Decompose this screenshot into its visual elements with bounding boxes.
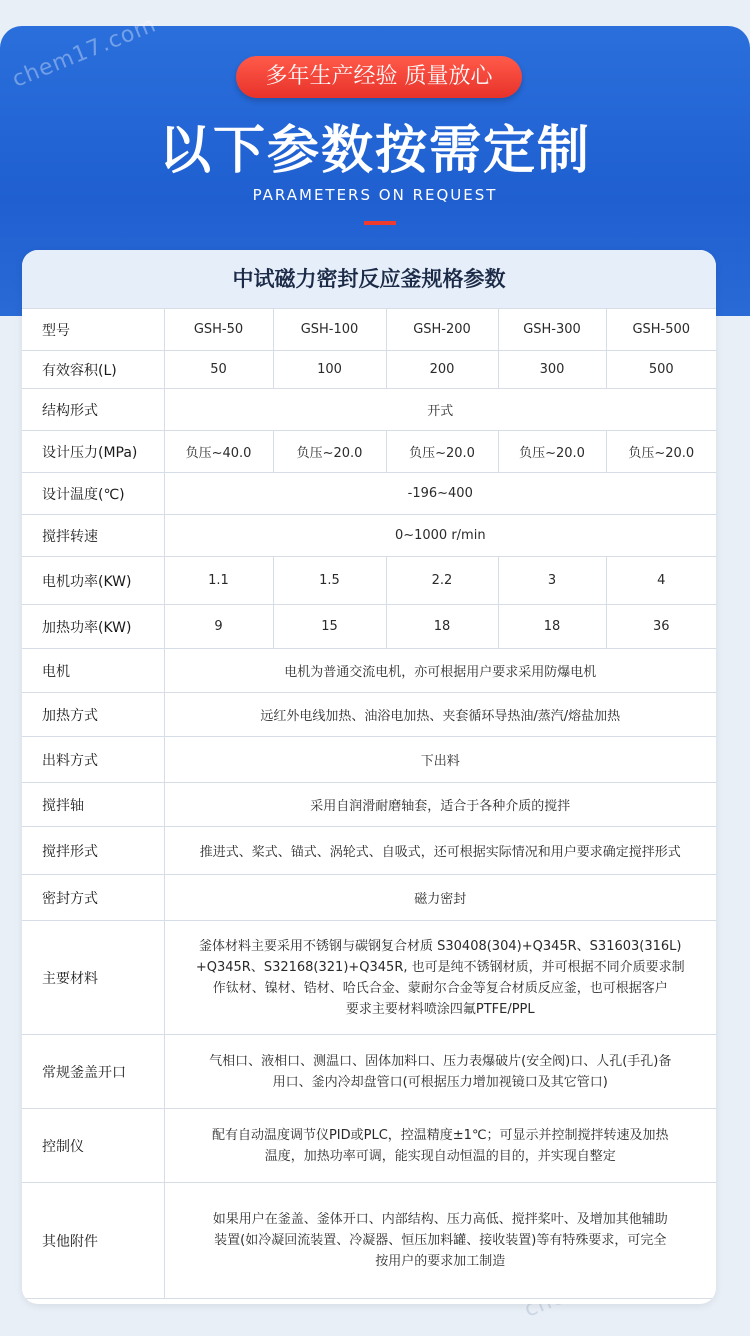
table-cell: 下出料	[164, 737, 716, 783]
table-cell	[164, 1109, 716, 1183]
table-cell: 负压~20.0	[606, 431, 716, 473]
table-row	[22, 783, 716, 827]
table-cell: 100	[273, 351, 386, 389]
table-cell: GSH-300	[498, 309, 606, 351]
table-row	[22, 649, 716, 693]
table-cell: 500	[606, 351, 716, 389]
row-label: 出料方式	[22, 737, 164, 783]
table-row	[22, 693, 716, 737]
row-label: 其他附件	[22, 1183, 164, 1299]
table-cell: 0~1000 r/min	[164, 515, 716, 557]
table-row	[22, 1183, 716, 1299]
cell-line: 气相口、液相口、测温口、固体加料口、压力表爆破片(安全阀)口、人孔(手孔)备	[209, 1053, 672, 1069]
table-cell: 推进式、桨式、锚式、涡轮式、自吸式，还可根据实际情况和用户要求确定搅拌形式	[164, 827, 716, 875]
cell-line: 配有自动温度调节仪PID或PLC，控温精度±1℃；可显示并控制搅拌转速及加热	[211, 1127, 669, 1143]
table-cell	[164, 921, 716, 1035]
table-cell: 磁力密封	[164, 875, 716, 921]
table-row	[22, 921, 716, 1035]
row-label: 设计压力(MPa)	[22, 431, 164, 473]
page-subtitle: PARAMETERS ON REQUEST	[252, 186, 498, 204]
cell-line: 釜体材料主要采用不锈钢与碳钢复合材质 S30408(304)+Q345R、S31603(316L)	[199, 938, 682, 954]
spec-table	[22, 308, 716, 1299]
table-row	[22, 605, 716, 649]
row-label: 密封方式	[22, 875, 164, 921]
table-cell: GSH-100	[273, 309, 386, 351]
table-row	[22, 1035, 716, 1109]
table-cell: GSH-200	[386, 309, 498, 351]
table-row	[22, 473, 716, 515]
table-cell: 9	[164, 605, 273, 649]
table-row	[22, 431, 716, 473]
row-label: 电机	[22, 649, 164, 693]
row-label: 加热方式	[22, 693, 164, 737]
table-cell: GSH-50	[164, 309, 273, 351]
table-cell	[164, 1183, 716, 1299]
cell-line: 用口、釜内冷却盘管口(可根据压力增加视镜口及其它管口)	[272, 1074, 608, 1090]
table-row	[22, 389, 716, 431]
cell-line: 作钛材、镍材、锆材、哈氏合金、蒙耐尔合金等复合材质反应釜，也可根据客户	[212, 980, 668, 996]
table-cell: GSH-500	[606, 309, 716, 351]
table-cell: 300	[498, 351, 606, 389]
table-cell: 负压~20.0	[386, 431, 498, 473]
row-label: 加热功率(KW)	[22, 605, 164, 649]
quality-badge: 多年生产经验 质量放心	[236, 56, 522, 98]
row-label: 控制仪	[22, 1109, 164, 1183]
spec-card	[22, 250, 716, 1304]
row-label: 结构形式	[22, 389, 164, 431]
table-cell: 电机为普通交流电机，亦可根据用户要求采用防爆电机	[164, 649, 716, 693]
cell-line: 要求主要材料喷涂四氟PTFE/PPL	[345, 1001, 535, 1017]
table-row	[22, 351, 716, 389]
cell-line: 温度，加热功率可调，能实现自动恒温的目的，并实现自整定	[264, 1148, 616, 1164]
table-row	[22, 1109, 716, 1183]
table-cell: 负压~40.0	[164, 431, 273, 473]
spec-table-caption: 中试磁力密封反应釜规格参数	[22, 250, 716, 308]
table-cell: -196~400	[164, 473, 716, 515]
table-row	[22, 309, 716, 351]
table-cell: 远红外电线加热、油浴电加热、夹套循环导热油/蒸汽/熔盐加热	[164, 693, 716, 737]
table-row	[22, 557, 716, 605]
cell-line: 按用户的要求加工制造	[375, 1254, 506, 1269]
table-cell: 36	[606, 605, 716, 649]
table-cell: 2.2	[386, 557, 498, 605]
row-label: 设计温度(℃)	[22, 473, 164, 515]
table-cell: 18	[498, 605, 606, 649]
table-cell: 采用自润滑耐磨轴套，适合于各种介质的搅拌	[164, 783, 716, 827]
table-cell: 15	[273, 605, 386, 649]
table-cell: 1.1	[164, 557, 273, 605]
table-row	[22, 875, 716, 921]
table-row	[22, 515, 716, 557]
table-cell: 3	[498, 557, 606, 605]
table-row	[22, 827, 716, 875]
table-row	[22, 737, 716, 783]
row-label: 型号	[22, 309, 164, 351]
row-label: 常规釜盖开口	[22, 1035, 164, 1109]
table-cell: 1.5	[273, 557, 386, 605]
row-label: 搅拌形式	[22, 827, 164, 875]
title-underline	[364, 221, 396, 225]
table-cell: 50	[164, 351, 273, 389]
table-cell: 18	[386, 605, 498, 649]
row-label: 主要材料	[22, 921, 164, 1035]
page-title: 以下参数按需定制	[158, 121, 591, 181]
table-cell: 负压~20.0	[498, 431, 606, 473]
row-label: 搅拌转速	[22, 515, 164, 557]
table-cell: 200	[386, 351, 498, 389]
row-label: 有效容积(L)	[22, 351, 164, 389]
cell-line: 如果用户在釜盖、釜体开口、内部结构、压力高低、搅拌桨叶、及增加其他辅助	[212, 1212, 668, 1227]
row-label: 搅拌轴	[22, 783, 164, 827]
cell-line: 装置(如冷凝回流装置、冷凝器、恒压加料罐、接收装置)等有特殊要求，可完全	[214, 1233, 667, 1248]
cell-line: +Q345R、S32168(321)+Q345R, 也可是纯不锈钢材质，并可根据不同介质要求制	[195, 959, 685, 975]
watermark: chem17.com	[8, 12, 161, 93]
table-cell: 开式	[164, 389, 716, 431]
table-cell: 4	[606, 557, 716, 605]
table-cell: 负压~20.0	[273, 431, 386, 473]
table-cell	[164, 1035, 716, 1109]
row-label: 电机功率(KW)	[22, 557, 164, 605]
